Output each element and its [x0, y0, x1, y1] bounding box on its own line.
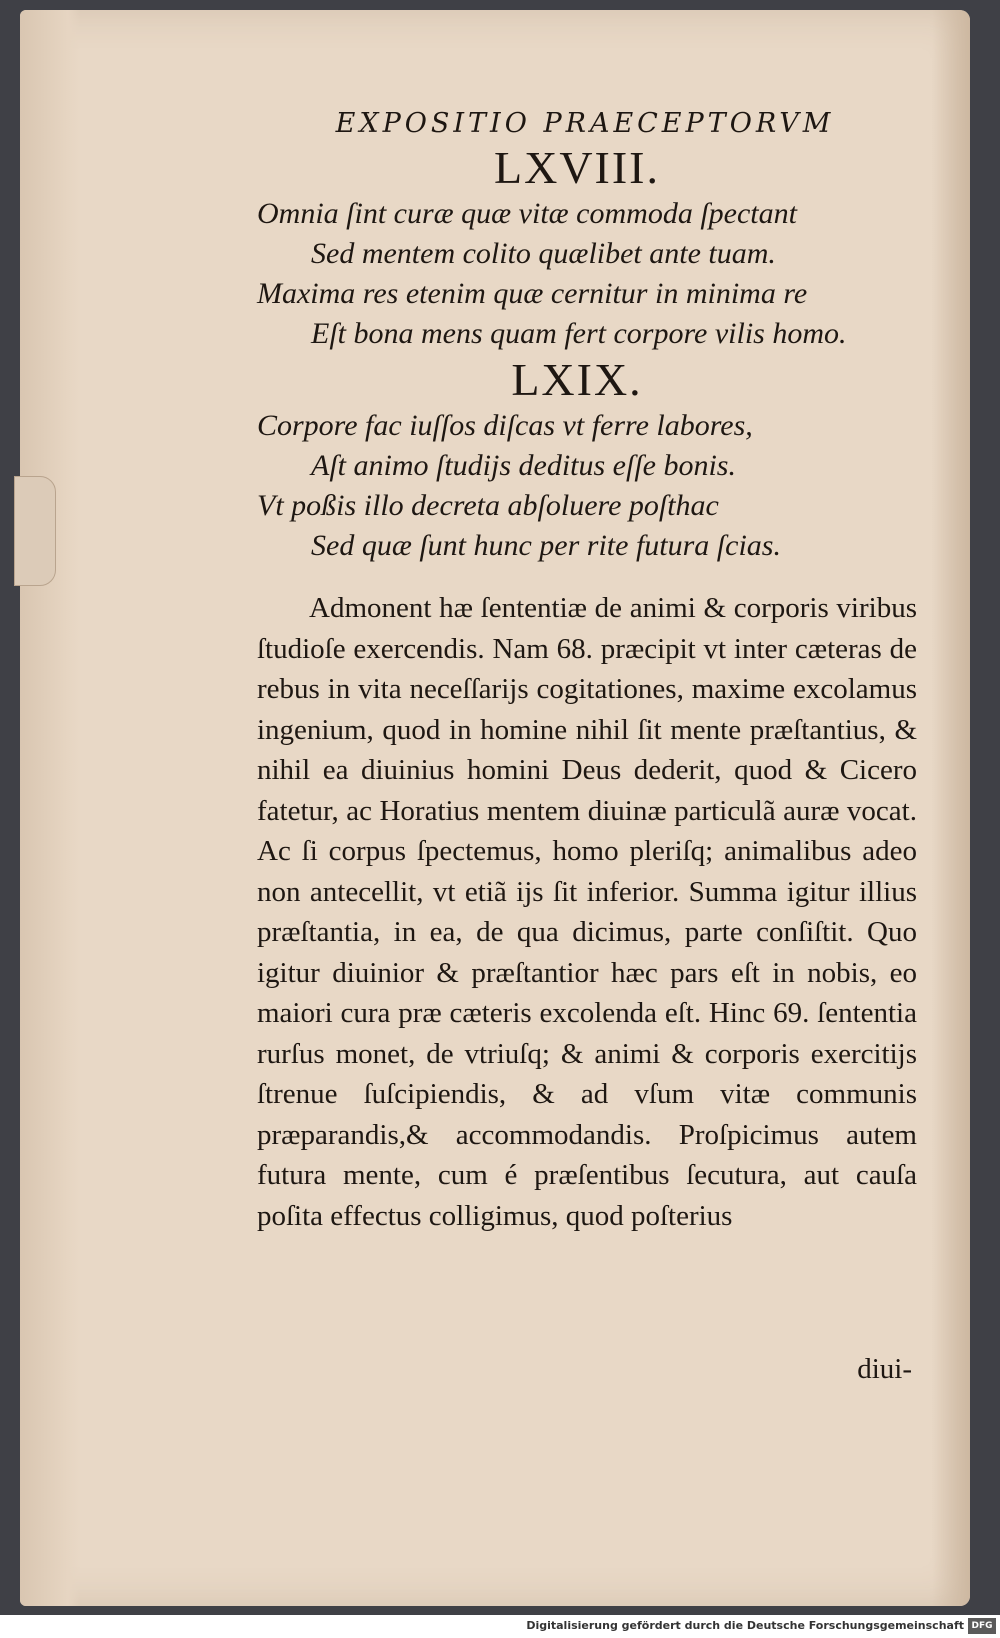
verse-block	[257, 194, 937, 354]
verse-line: Vt poßis illo decreta abſoluere poſthac	[257, 489, 719, 522]
section-number: LXVIII.	[494, 142, 660, 193]
commentary-paragraph: Admonent hæ ſententiæ de animi & corporis viribus ſtudioſe exercendis. Nam 68. præcipit vt inter cæteras de rebus in vita neceſſarijs cogitationes, maxime excolamus ingenium, quod in homine nihil ſit mente præſtantius, & nihil ea diuinius homini Deus dederit, quod & Cicero fatetur, ac Horatius mentem diuinæ particulã auræ vocat. Ac ſi corpus ſpectemus, homo pleriſq; animalibus adeo non antecellit, vt etiã ijs ſit inferior. Summa igitur illius præſtantia, in ea, de qua dicimus, parte conſiſtit. Quo igitur diuinior & præſtantior hæc pars eſt in nobis, eo maiori cura præ cæteris excolenda eſt. Hinc 69. ſententia rurſus monet, de vtriuſq; & animi & corporis exercitijs ſtrenue ſuſcipiendis, & ad vſum vitæ communis præparandis,& accommodandis. Proſpicimus autem futura mente, cum é præſentibus ſecutura, aut cauſa poſita effectus colligimus, quod poſterius	[257, 592, 917, 1232]
verse-line: Sed quæ ſunt hunc per rite futura ſcias.	[311, 529, 781, 562]
verse-line: Omnia ſint curæ quæ vitæ commoda ſpectant	[257, 197, 797, 230]
section-lxix	[257, 354, 937, 566]
verse-block	[257, 406, 937, 566]
running-head: EXPOSITIO PRAECEPTORVM	[335, 108, 835, 139]
book-page	[20, 10, 970, 1606]
dfg-logo: DFG	[968, 1618, 996, 1634]
section-number: LXIX.	[511, 354, 643, 405]
digitization-footer	[0, 1615, 1000, 1638]
page-tab-marker	[14, 476, 56, 586]
catchword: diui-	[857, 1353, 912, 1385]
verse-line: Aſt animo ſtudijs deditus eſſe bonis.	[311, 449, 736, 482]
verse-line: Sed mentem colito quælibet ante tuam.	[311, 237, 776, 270]
page-gutter-shadow	[20, 10, 80, 1606]
page-content	[257, 106, 937, 1385]
verse-line: Corpore fac iuſſos diſcas vt ferre labores,	[257, 409, 753, 442]
verse-line: Eſt bona mens quam fert corpore vilis homo.	[311, 317, 847, 350]
funding-note: Digitalisierung gefördert durch die Deutsche Forschungsgemeinschaft	[526, 1619, 964, 1632]
page-edge-shadow	[932, 10, 970, 1606]
section-lxviii	[257, 142, 937, 354]
verse-line: Maxima res etenim quæ cernitur in minima re	[257, 277, 808, 310]
